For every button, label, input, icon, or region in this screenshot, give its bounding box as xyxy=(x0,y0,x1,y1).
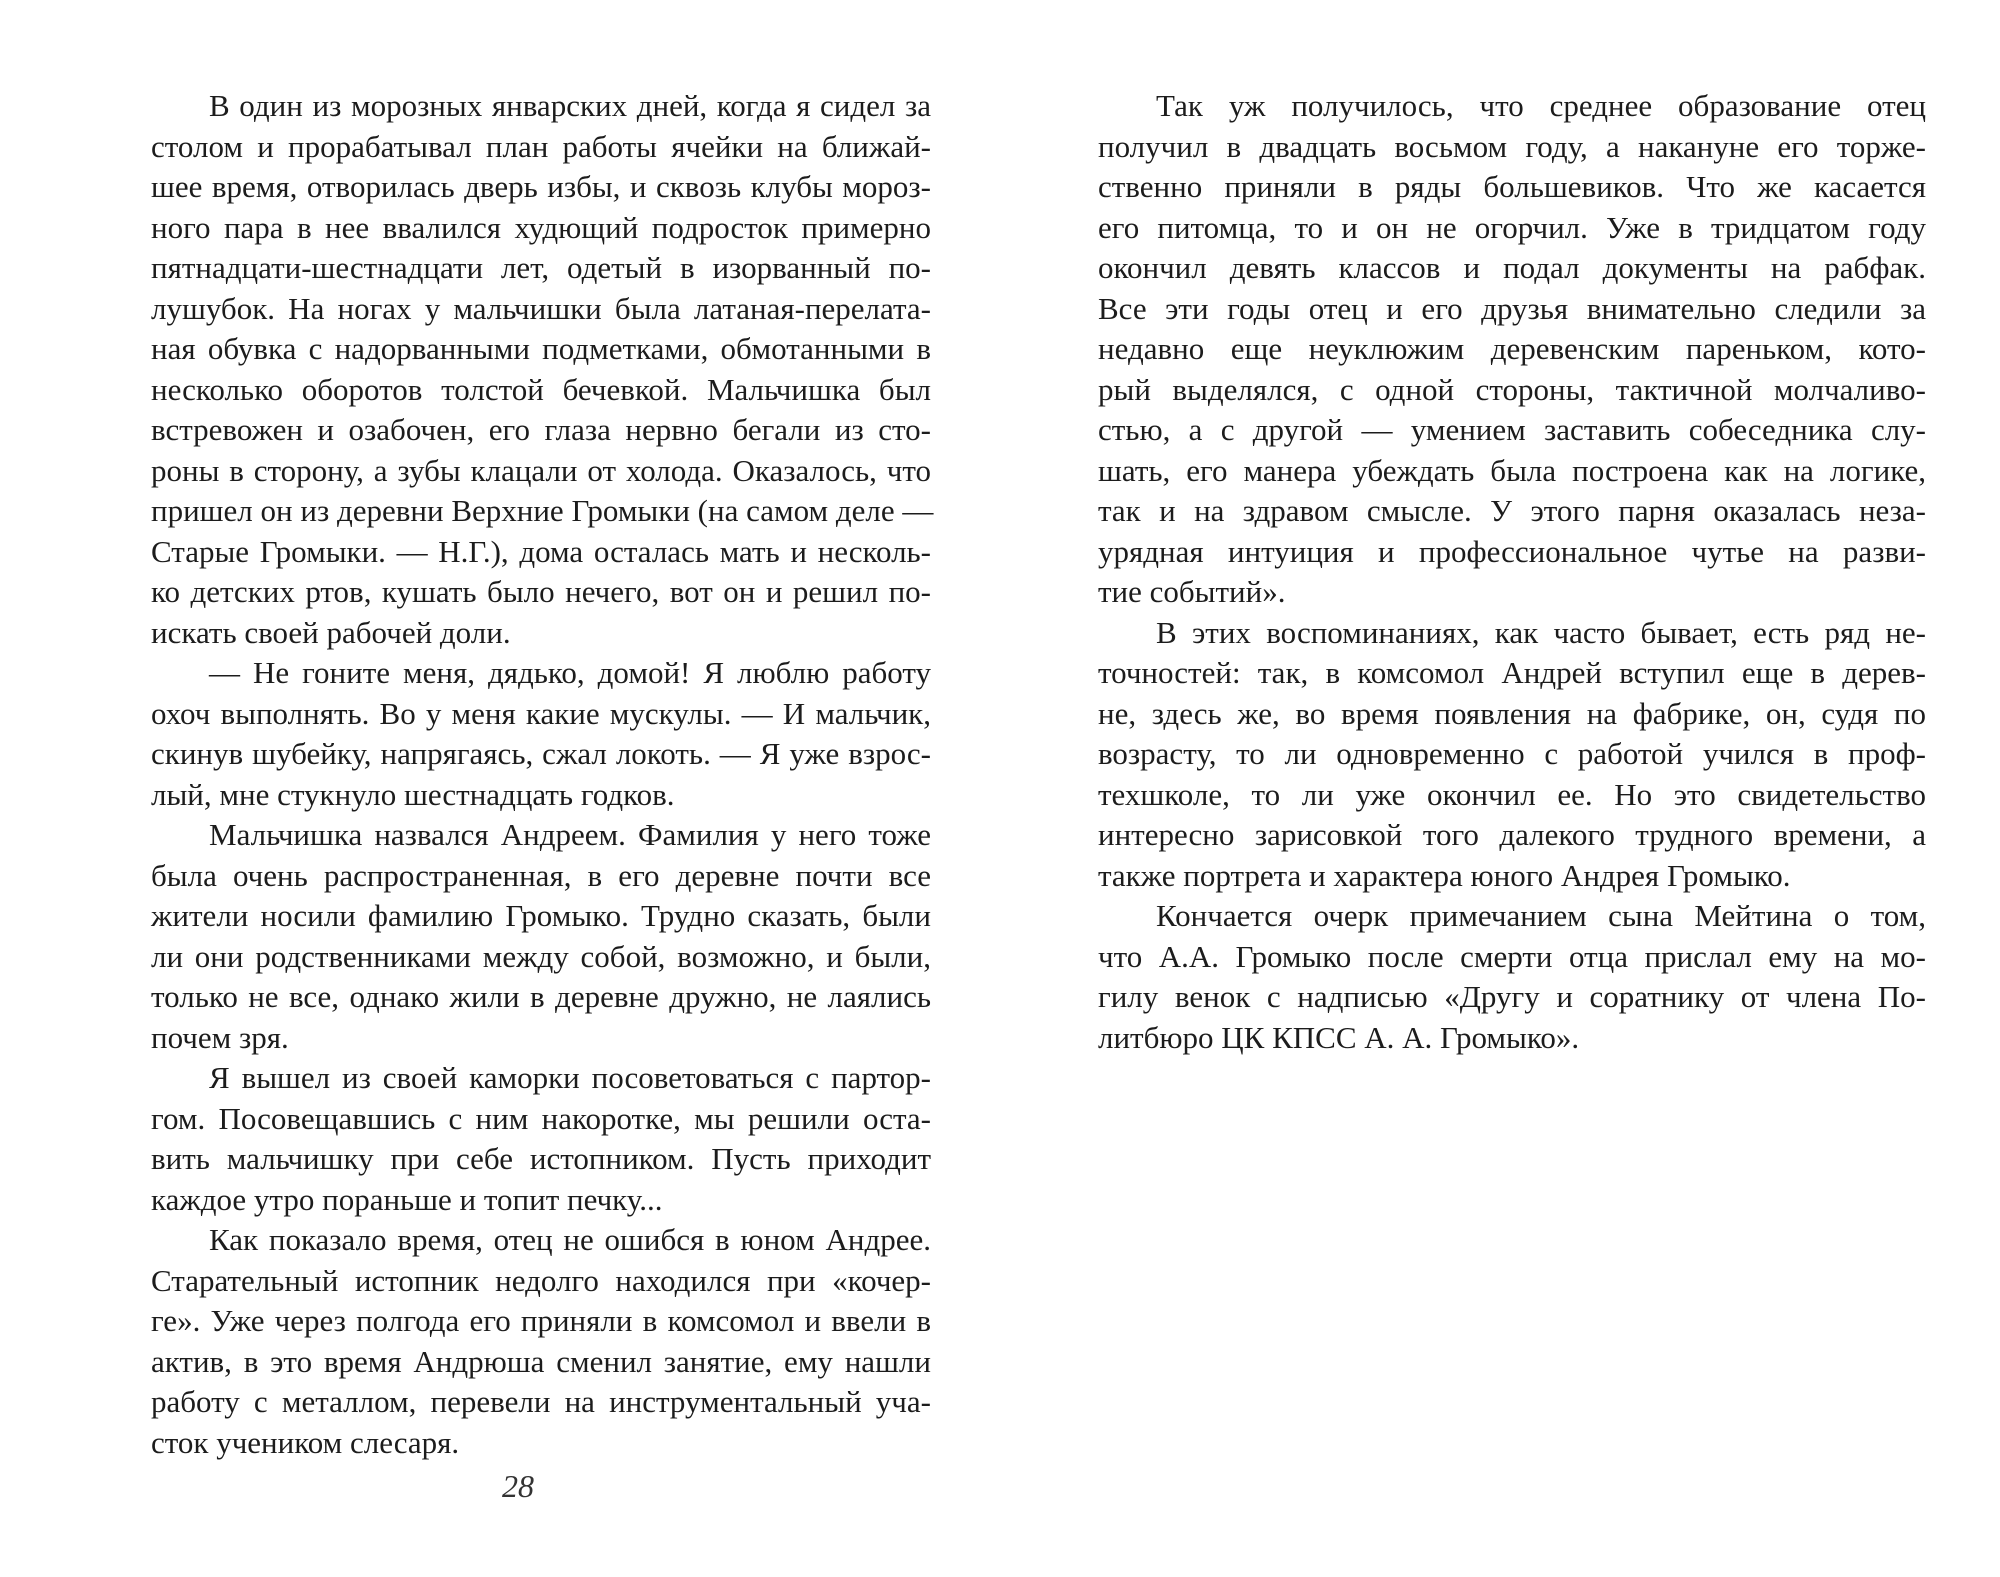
text-line: рый выделялся, с одной стороны, тактичной молчаливо- xyxy=(1098,371,1926,407)
text-line: Старательный истопник недолго находился при «кочер- xyxy=(151,1262,931,1298)
text-line: Мальчишка назвался Андреем. Фамилия у него тоже xyxy=(209,817,931,852)
text-line: окончил девять классов и подал документы на рабфак. xyxy=(1098,250,1926,285)
text-line: вить мальчишку при себе истопником. Пусть приходит xyxy=(151,1141,931,1176)
text-line: каждое утро пораньше и топит печку... xyxy=(151,1181,663,1217)
text-line: В один из морозных январских дней, когда я сидел за xyxy=(209,88,931,123)
text-line: Кончается очерк примечанием сына Мейтина о том, xyxy=(1156,898,1926,933)
text-line: стью, а с другой — умением заставить собеседника слу- xyxy=(1098,412,1926,447)
text-line: Старые Громыки. — Н.Г.), дома осталась мать и несколь- xyxy=(151,533,931,569)
text-line: была очень распространенная, в его деревне почти все xyxy=(151,857,931,893)
text-line: ге». Уже через полгода его приняли в комсомол и ввели в xyxy=(151,1303,931,1338)
text-line: шать, его манера убеждать была построена как на логике, xyxy=(1098,452,1926,488)
text-line: возрасту, то ли одновременно с работой учился в проф- xyxy=(1098,736,1926,771)
text-line: ная обувка с надорванными подметками, обмотанными в xyxy=(151,331,931,366)
text-line: В этих воспоминаниях, как часто бывает, есть ряд не- xyxy=(1156,614,1926,650)
text-line: точностей: так, в комсомол Андрей вступил еще в дерев- xyxy=(1098,655,1926,690)
text-line: искать своей рабочей доли. xyxy=(151,614,511,650)
text-line: столом и прорабатывал план работы ячейки на ближай- xyxy=(151,128,931,164)
text-line: только не все, однако жили в деревне дружно, не лаялись xyxy=(151,979,931,1014)
right-page-text xyxy=(1098,86,1926,1058)
text-line: ственно приняли в ряды большевиков. Что же касается xyxy=(1098,169,1926,204)
text-line: Я вышел из своей каморки посоветоваться с партор- xyxy=(209,1060,931,1095)
text-line: — Не гоните меня, дядько, домой! Я люблю работу xyxy=(209,655,931,690)
text-line: пятнадцати-шестнадцати лет, одетый в изорванный по- xyxy=(151,250,931,285)
text-line: ли они родственниками между собой, возможно, и были, xyxy=(151,938,931,974)
text-line: его питомца, то и он не огорчил. Уже в тридцатом году xyxy=(1098,209,1926,245)
text-line: что А.А. Громыко после смерти отца прислал ему на мо- xyxy=(1098,938,1926,974)
text-line: тие событий». xyxy=(1098,574,1286,609)
text-line: пришел он из деревни Верхние Громыки (на самом деле — xyxy=(151,493,934,528)
text-line: не, здесь же, во время появления на фабрике, он, судя по xyxy=(1098,695,1926,731)
text-line: встревожен и озабочен, его глаза нервно бегали из сто- xyxy=(151,412,931,447)
text-line: Как показало время, отец не ошибся в юном Андрее. xyxy=(209,1222,931,1257)
text-line: работу с металлом, перевели на инструментальный уча- xyxy=(151,1384,931,1419)
text-line: сток учеником слесаря. xyxy=(151,1424,460,1460)
left-page-text xyxy=(151,86,934,1463)
text-line: несколько оборотов толстой бечевкой. Мальчишка был xyxy=(151,371,931,407)
text-line: лый, мне стукнуло шестнадцать годков. xyxy=(151,776,675,812)
page-number: 28 xyxy=(502,1468,534,1504)
text-line: почем зря. xyxy=(151,1019,289,1055)
text-line: получил в двадцать восьмом году, а накануне его торже- xyxy=(1098,128,1926,164)
text-line: урядная интуиция и профессиональное чутье на разви- xyxy=(1098,533,1926,569)
text-line: актив, в это время Андрюша сменил занятие, ему нашли xyxy=(151,1343,931,1379)
text-line: недавно еще неуклюжим деревенским пареньком, кото- xyxy=(1098,331,1926,366)
text-line: лушубок. На ногах у мальчишки была латаная-перелата- xyxy=(151,290,931,326)
text-line: Так уж получилось, что среднее образование отец xyxy=(1156,88,1926,123)
text-line: Все эти годы отец и его друзья внимательно следили за xyxy=(1098,290,1926,326)
text-line: гилу венок с надписью «Другу и соратнику от члена По- xyxy=(1098,979,1926,1014)
text-line: ко детских ртов, кушать было нечего, вот он и решил по- xyxy=(151,574,931,609)
text-line: скинув шубейку, напрягаясь, сжал локоть. — Я уже взрос- xyxy=(151,736,931,771)
text-line: роны в сторону, а зубы клацали от холода. Оказалось, что xyxy=(151,452,931,488)
text-line: гом. Посовещавшись с ним накоротке, мы решили оста- xyxy=(151,1100,931,1136)
text-line: техшколе, то ли уже окончил ее. Но это свидетельство xyxy=(1098,776,1926,812)
text-line: литбюро ЦК КПСС А. А. Громыко». xyxy=(1098,1019,1580,1055)
text-line: шее время, отворилась дверь избы, и сквозь клубы мороз- xyxy=(151,169,931,204)
text-line: также портрета и характера юного Андрея Громыко. xyxy=(1098,857,1791,893)
text-line: жители носили фамилию Громыко. Трудно сказать, были xyxy=(151,898,931,933)
text-line: так и на здравом смысле. У этого парня оказалась неза- xyxy=(1098,493,1926,528)
text-line: охоч выполнять. Во у меня какие мускулы. — И мальчик, xyxy=(151,695,931,731)
text-line: интересно зарисовкой того далекого трудного времени, а xyxy=(1098,817,1926,852)
text-line: ного пара в нее ввалился худющий подросток примерно xyxy=(151,209,931,245)
